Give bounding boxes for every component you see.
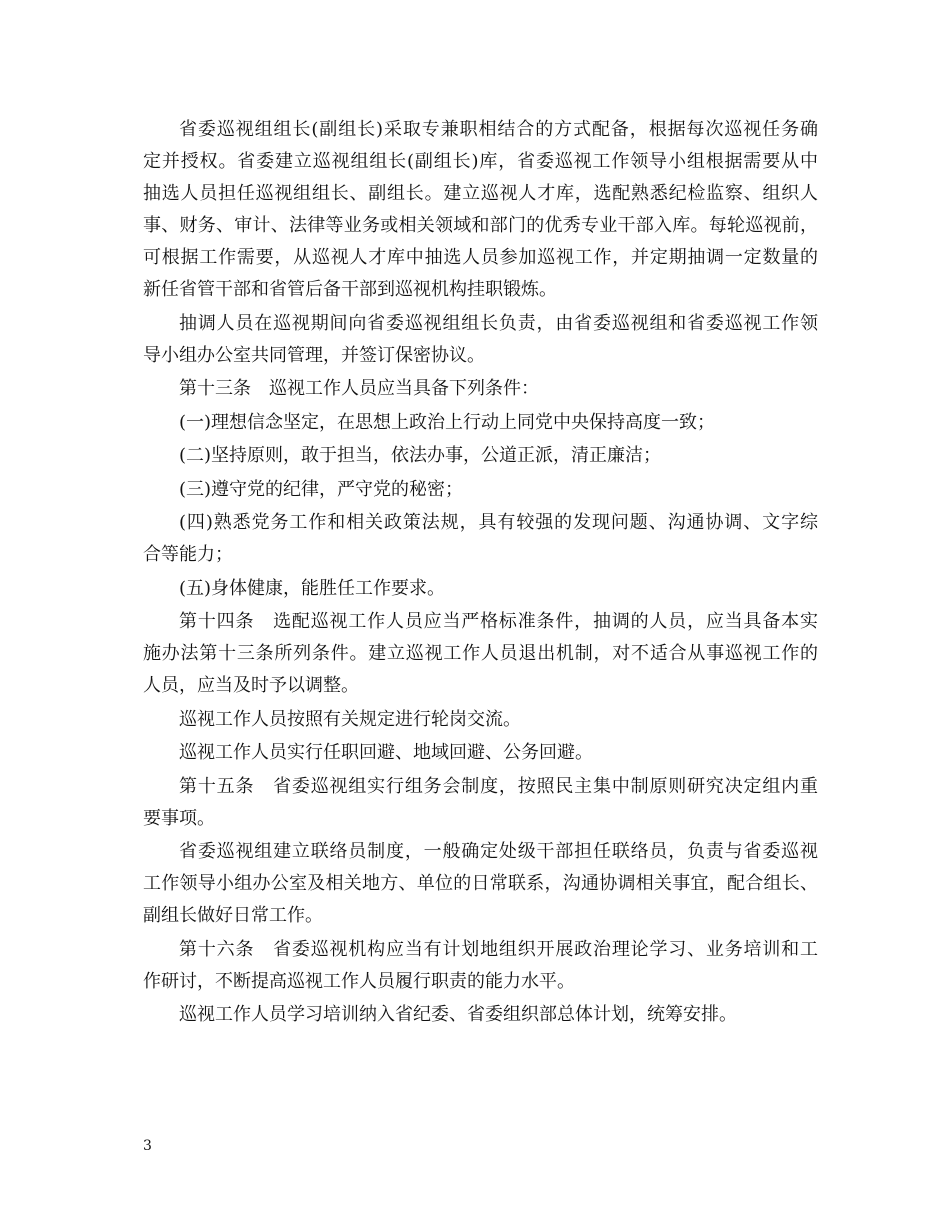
paragraph bbox=[143, 934, 818, 998]
paragraph bbox=[143, 737, 818, 769]
text-line: 巡视工作人员实行任职回避、地域回避、公务回避。 bbox=[179, 742, 593, 763]
document-body bbox=[143, 114, 818, 1033]
text-line: (二)坚持原则，敢于担当，依法办事，公道正派，清正廉洁； bbox=[179, 445, 662, 466]
text-line: 第十四条 选配巡视工作人员应当严格标准条件，抽调的人员，应当具备本实 bbox=[179, 611, 818, 632]
text-line: 工作领导小组办公室及相关地方、单位的日常联系，沟通协调相关事宜，配合组长、 bbox=[143, 873, 818, 894]
text-line: 第十五条 省委巡视组实行组务会制度，按照民主集中制原则研究决定组内重 bbox=[179, 775, 818, 797]
text-line: 巡视工作人员学习培训纳入省纪委、省委组织部总体计划，统筹安排。 bbox=[179, 1004, 737, 1025]
text-line: 作研讨，不断提高巡视工作人员履行职责的能力水平。 bbox=[143, 970, 575, 992]
text-line: 要事项。 bbox=[143, 807, 215, 829]
text-line: (三)遵守党的纪律，严守党的秘密； bbox=[179, 478, 464, 500]
text-line: 副组长做好日常工作。 bbox=[143, 905, 323, 926]
paragraph bbox=[143, 114, 818, 306]
paragraph bbox=[143, 573, 818, 605]
paragraph bbox=[143, 507, 818, 571]
text-line: (一)理想信念坚定，在思想上政治上行动上同党中央保持高度一致； bbox=[179, 411, 716, 433]
text-line: 抽调人员在巡视期间向省委巡视组组长负责，由省委巡视组和省委巡视工作领 bbox=[179, 312, 818, 334]
paragraph bbox=[143, 999, 818, 1031]
text-line: 巡视工作人员按照有关规定进行轮岗交流。 bbox=[179, 708, 521, 730]
page-number: 3 bbox=[143, 1138, 152, 1154]
text-line: 第十六条 省委巡视机构应当有计划地组织开展政治理论学习、业务培训和工 bbox=[179, 938, 818, 960]
text-line: 合等能力； bbox=[143, 544, 233, 565]
paragraph bbox=[143, 373, 818, 405]
paragraph bbox=[143, 836, 818, 932]
text-line: 第十三条 巡视工作人员应当具备下列条件： bbox=[179, 378, 539, 399]
text-line: 施办法第十三条所列条件。建立巡视工作人员退出机制，对不适合从事巡视工作的 bbox=[143, 643, 818, 664]
paragraph bbox=[143, 606, 818, 702]
paragraph bbox=[143, 771, 818, 835]
text-line: 抽选人员担任巡视组组长、副组长。建立巡视人才库，选配熟悉纪检监察、组织人 bbox=[143, 183, 818, 204]
text-line: 人员，应当及时予以调整。 bbox=[143, 675, 359, 696]
text-line: (五)身体健康，能胜任工作要求。 bbox=[179, 577, 446, 599]
paragraph bbox=[143, 474, 818, 506]
text-line: 导小组办公室共同管理，并签订保密协议。 bbox=[143, 344, 485, 366]
text-line: 可根据工作需要，从巡视人才库中抽选人员参加巡视工作，并定期抽调一定数量的 bbox=[143, 247, 818, 268]
text-line: 事、财务、审计、法律等业务或相关领域和部门的优秀专业干部入库。每轮巡视前， bbox=[143, 215, 818, 236]
text-line: (四)熟悉党务工作和相关政策法规，具有较强的发现问题、沟通协调、文字综 bbox=[179, 512, 818, 533]
text-line: 省委巡视组组长(副组长)采取专兼职相结合的方式配备，根据每次巡视任务确 bbox=[179, 119, 818, 140]
text-line: 省委巡视组建立联络员制度，一般确定处级干部担任联络员，负责与省委巡视 bbox=[179, 841, 818, 862]
text-line: 定并授权。省委建立巡视组组长(副组长)库，省委巡视工作领导小组根据需要从中 bbox=[143, 151, 818, 172]
paragraph bbox=[143, 704, 818, 736]
paragraph bbox=[143, 407, 818, 439]
paragraph bbox=[143, 308, 818, 372]
paragraph bbox=[143, 440, 818, 472]
text-line: 新任省管干部和省管后备干部到巡视机构挂职锻炼。 bbox=[143, 279, 557, 300]
